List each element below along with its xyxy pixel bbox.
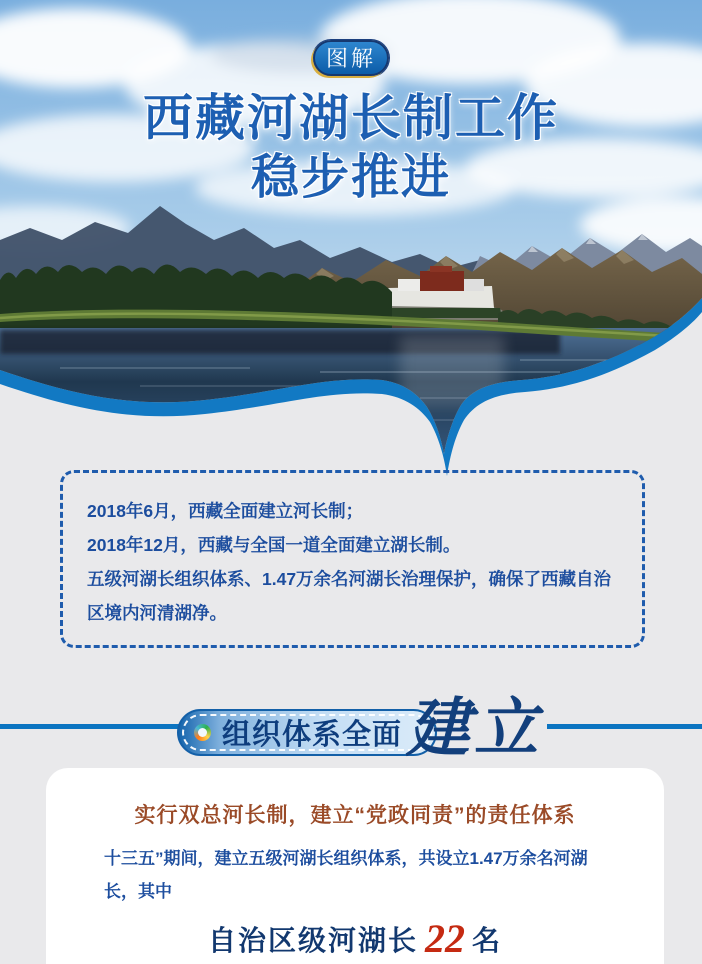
intro-line: 五级河湖长组织体系、1.47万余名河湖长治理保护，确保了西藏自治区境内河清湖净。 bbox=[87, 569, 612, 623]
stat-value: 22 bbox=[425, 916, 465, 961]
stat-label: 自治区级河湖长 bbox=[207, 926, 418, 957]
section-header-pill bbox=[177, 709, 437, 756]
intro-box bbox=[60, 470, 645, 648]
poster-title-line2: 稳步推进 bbox=[250, 151, 451, 204]
section-header bbox=[0, 693, 702, 770]
poster-title-line1: 西藏河湖长制工作 bbox=[143, 90, 559, 146]
header-line-right bbox=[547, 724, 702, 729]
card-paragraph: 十三五”期间，建立五级河湖长组织体系，共设立1.47万余名河湖长，其中 bbox=[104, 849, 588, 901]
section-header-label: 组织体系全面 bbox=[222, 719, 403, 751]
stat-unit: 名 bbox=[472, 926, 503, 957]
tujie-badge: 图解 bbox=[313, 40, 389, 76]
intro-line: 2018年6月，西藏全面建立河长制； bbox=[87, 501, 364, 521]
poster-title bbox=[0, 86, 702, 206]
target-ring-icon bbox=[194, 724, 211, 741]
header-line-left bbox=[0, 724, 183, 729]
content-card bbox=[46, 768, 664, 964]
card-heading: 实行双总河长制，建立“党政同责”的责任体系 bbox=[134, 804, 576, 827]
stat-line bbox=[46, 915, 664, 962]
intro-line: 2018年12月，西藏与全国一道全面建立湖长制。 bbox=[87, 535, 461, 555]
section-header-emphasis: 建立 bbox=[406, 693, 542, 764]
